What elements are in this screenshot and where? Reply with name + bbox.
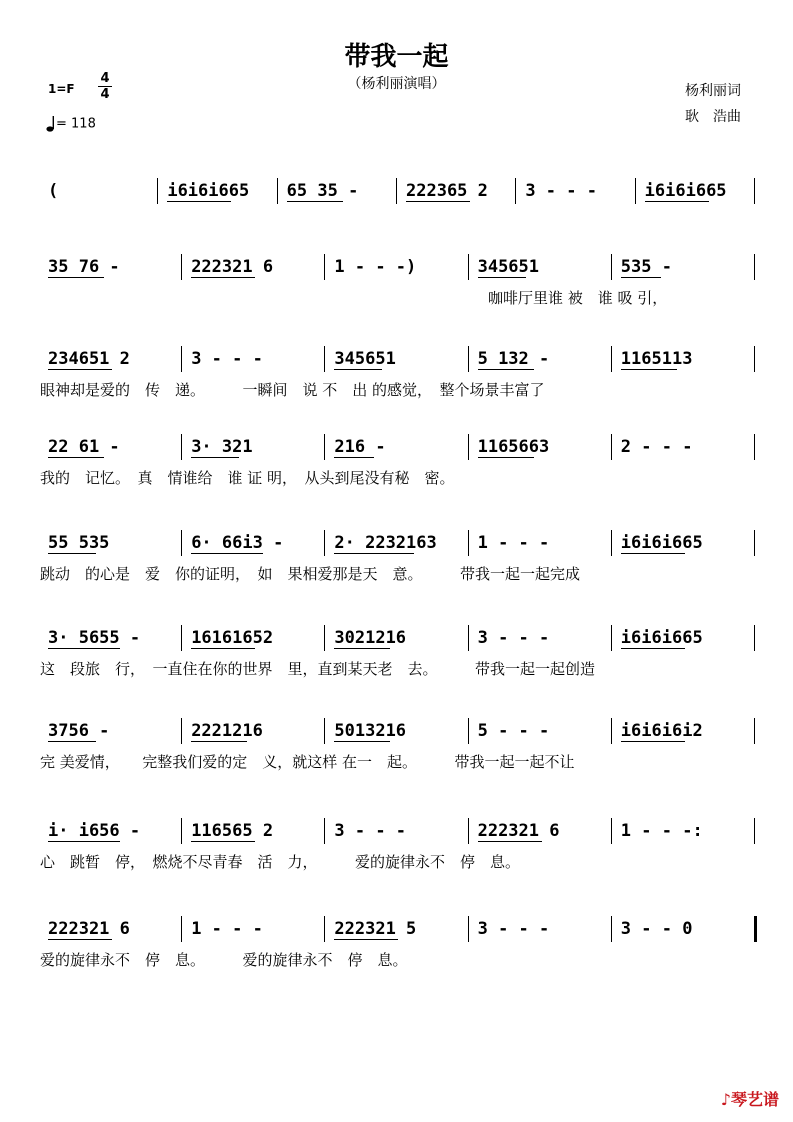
measure: 5 132 - — [477, 349, 550, 369]
measure: 222321 5 — [334, 919, 417, 939]
measure: 1 - - -) — [334, 257, 417, 277]
measure: i· i656 - — [48, 821, 141, 841]
measure: 65 35 - — [286, 181, 359, 201]
notation-line — [40, 532, 756, 554]
measure: 5013216 — [334, 721, 407, 741]
measure: 2 - - - — [620, 437, 693, 457]
measure: 5 - - - — [477, 721, 550, 741]
notation-line — [40, 180, 756, 202]
lyricist-credit: 杨利丽词 — [685, 83, 741, 99]
lyric-line: 我的 记忆。 真 情谁给 谁 证 明， 从头到尾没有秘 密。 — [40, 469, 455, 487]
measure: i6i6i665 — [620, 533, 703, 553]
logo-text: 琴艺谱 — [730, 1090, 779, 1109]
score-row — [40, 720, 756, 771]
measure: 3 - - - — [477, 919, 550, 939]
notation-line — [40, 627, 756, 649]
measure: 222321 6 — [48, 919, 130, 939]
measure: 1 - - - — [191, 919, 263, 939]
measure: 3021216 — [334, 628, 407, 648]
measure: 3· 321 — [191, 437, 253, 457]
score-row — [40, 918, 756, 969]
score-row — [40, 627, 756, 678]
measure: i6i6i665 — [644, 181, 727, 201]
measure: 216 - — [334, 437, 386, 457]
measure: 3756 - — [48, 721, 110, 741]
score-row — [40, 180, 756, 202]
notation-line — [40, 918, 756, 940]
measure: ( — [48, 181, 59, 201]
song-subtitle: （杨利丽演唱） — [347, 76, 446, 92]
measure: 222321 6 — [191, 257, 274, 277]
score-row — [40, 256, 756, 307]
lyric-line: 心 跳暂 停， 燃烧不尽青春 活 力， 爱的旋律永不 停 息。 — [40, 853, 521, 871]
quarter-note-icon — [46, 115, 56, 133]
notation-line — [40, 256, 756, 278]
song-title: 带我一起 — [344, 42, 449, 72]
measure: 234651 2 — [48, 349, 130, 369]
measure: 1 - - - — [477, 533, 550, 553]
measure: 22 61 - — [48, 437, 120, 457]
measure: 55 535 — [48, 533, 110, 553]
score-row — [40, 820, 756, 871]
key-signature: 1=F — [48, 82, 75, 96]
notation-line — [40, 820, 756, 842]
time-signature — [98, 72, 112, 101]
logo-mark-icon: ♪ — [720, 1090, 731, 1109]
score-row — [40, 532, 756, 583]
measure: 3 - - - — [334, 821, 407, 841]
measure: 16161652 — [191, 628, 274, 648]
measure: 2· 2232163 — [334, 533, 437, 553]
composer-credit: 耿 浩曲 — [685, 109, 741, 125]
notation-line — [40, 720, 756, 742]
notation-line — [40, 348, 756, 370]
measure: 1165663 — [477, 437, 550, 457]
lyric-line: 跳动 的心是 爱 你的证明， 如 果相爱那是天 意。 带我一起一起完成 — [40, 565, 581, 583]
lyric-line: 完 美爱情， 完整我们爱的定 义，就这样 在一 起。 带我一起一起不让 — [40, 753, 575, 771]
measure: i6i6i665 — [620, 628, 703, 648]
measure: 345651 — [334, 349, 396, 369]
measure: 222321 6 — [477, 821, 560, 841]
measure: 35 76 - — [48, 257, 120, 277]
measure: 1 - - -: — [620, 821, 703, 841]
measure: 3 - - - — [477, 628, 550, 648]
measure: 3 - - - — [525, 181, 597, 201]
score-row — [40, 436, 756, 487]
lyric-line: 咖啡厅里谁 被 谁 吸 引， — [488, 289, 668, 307]
measure: 6· 66i3 - — [191, 533, 284, 553]
measure: i6i6i665 — [167, 181, 250, 201]
lyric-line: 这 段旅 行， 一直住在你的世界 里，直到某天老 去。 带我一起一起创造 — [40, 660, 596, 678]
measure: 116565 2 — [191, 821, 274, 841]
measure: 3· 5655 - — [48, 628, 141, 648]
measure: i6i6i6i2 — [620, 721, 703, 741]
score-row — [40, 348, 756, 399]
measure: 535 - — [620, 257, 672, 277]
measure: 1165113 — [620, 349, 693, 369]
measure: 3 - - - — [191, 349, 263, 369]
tempo-value: = 118 — [56, 116, 96, 132]
measure: 345651 — [477, 257, 540, 277]
tempo-marking — [46, 115, 96, 133]
meter-bottom: 4 — [100, 87, 110, 102]
notation-line — [40, 436, 756, 458]
measure: 222365 2 — [406, 181, 488, 201]
site-logo — [721, 1087, 779, 1110]
measure: 2221216 — [191, 721, 263, 741]
lyric-line: 眼神却是爱的 传 递。 一瞬间 说 不 出 的感觉， 整个场景丰富了 — [40, 381, 545, 399]
lyric-line: 爱的旋律永不 停 息。 爱的旋律永不 停 息。 — [40, 951, 408, 969]
meter-top: 4 — [100, 71, 110, 86]
measure: 3 - - 0 — [620, 919, 693, 939]
